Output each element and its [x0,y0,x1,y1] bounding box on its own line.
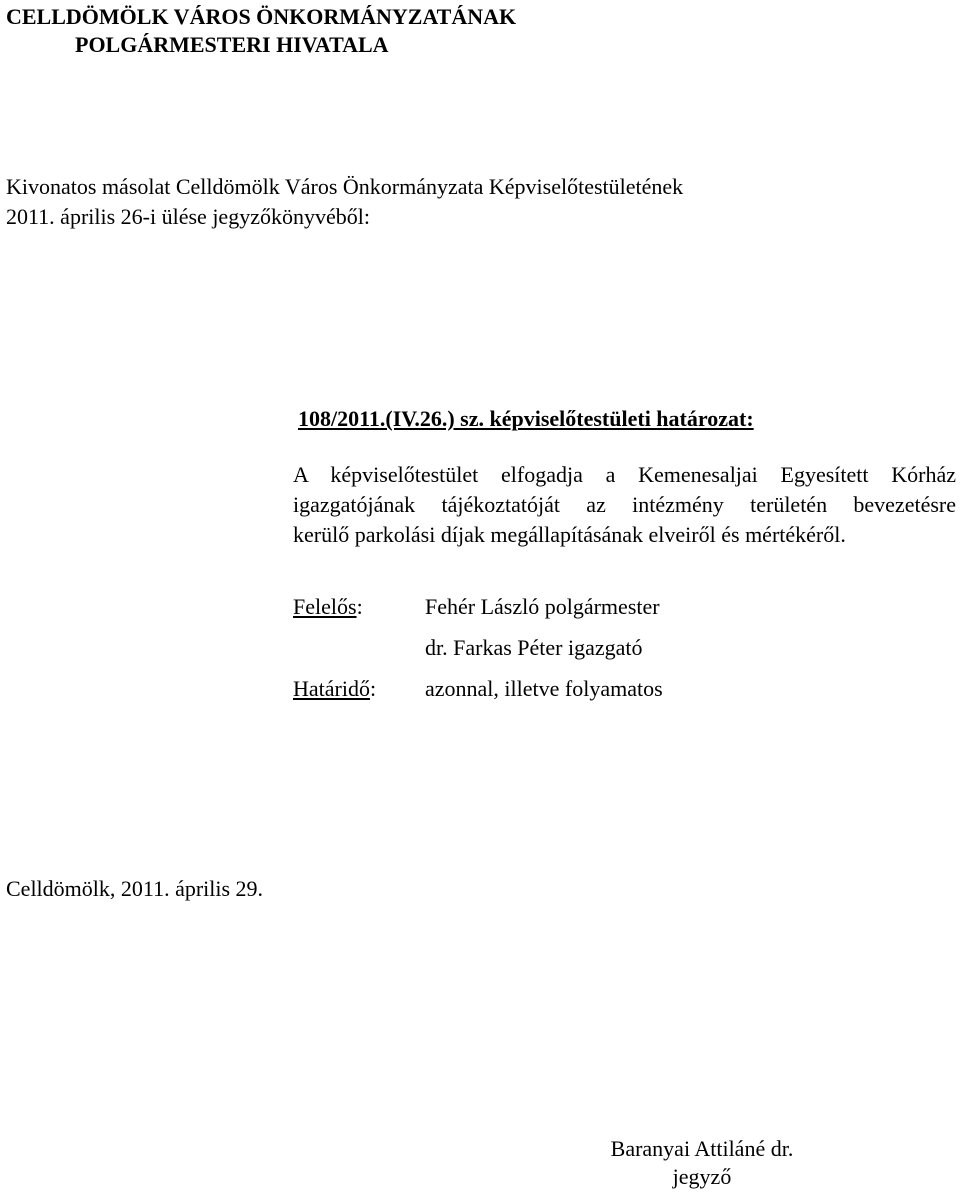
resolution-title: 108/2011.(IV.26.) sz. képviselőtestületi határozat: [298,406,754,431]
resolution-body-line: kerülő parkolási díjak megállapításának elveiről és mértékéről. [293,522,846,547]
signatory-title: jegyző [672,1164,732,1189]
responsible-label-colon: : [356,594,363,619]
signatory-name: Baranyai Attiláné dr. [610,1136,794,1161]
deadline-label-text: Határidő [293,676,370,701]
responsible-label [293,592,363,622]
resolution-body [293,460,956,550]
responsible-person-2: dr. Farkas Péter igazgató [425,635,643,660]
issuer-name: CELLDÖMÖLK VÁROS ÖNKORMÁNYZATÁNAK [6,4,517,29]
resolution-body-line: igazgatójának tájékoztatóját az intézmény területén bevezetésre [293,492,956,517]
place-and-date: Celldömölk, 2011. április 29. [6,876,264,901]
resolution-body-line: A képviselőtestület elfogadja a Kemenesaljai Egyesített Kórház [293,462,956,487]
responsible-person-1: Fehér László polgármester [425,594,660,619]
deadline-label-colon: : [369,676,377,701]
intro-paragraph: Kivonatos másolat Celldömölk Város Önkormányzata Képviselőtestületének 2011. április 26-i ülése jegyzőkönyvéből: [6,174,684,229]
deadline-label [293,674,376,704]
deadline-value: azonnal, illetve folyamatos [425,676,663,701]
issuer-office: POLGÁRMESTERI HIVATALA [75,32,389,57]
responsible-label-text: Felelős [293,594,357,619]
